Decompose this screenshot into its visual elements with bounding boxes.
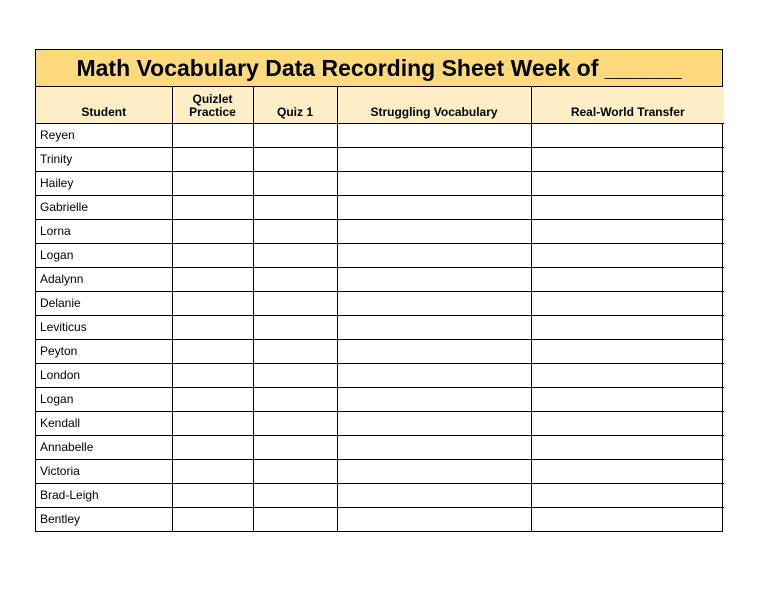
table-row: [36, 267, 724, 291]
table-row: [36, 483, 724, 507]
student-name-cell: Trinity: [36, 147, 172, 171]
quiz-1-cell[interactable]: [253, 171, 337, 195]
table-row: [36, 195, 724, 219]
table-row: [36, 459, 724, 483]
table-row: [36, 411, 724, 435]
real-world-transfer-cell[interactable]: [531, 267, 724, 291]
student-name-cell: Delanie: [36, 291, 172, 315]
table-row: [36, 291, 724, 315]
quiz-1-cell[interactable]: [253, 459, 337, 483]
quiz-1-cell[interactable]: [253, 339, 337, 363]
quizlet-practice-cell[interactable]: [172, 507, 253, 531]
real-world-transfer-cell[interactable]: [531, 243, 724, 267]
quiz-1-cell[interactable]: [253, 315, 337, 339]
quiz-1-cell[interactable]: [253, 291, 337, 315]
real-world-transfer-cell[interactable]: [531, 123, 724, 147]
quiz-1-cell[interactable]: [253, 267, 337, 291]
table-row: [36, 435, 724, 459]
struggling-vocabulary-cell[interactable]: [337, 147, 531, 171]
struggling-vocabulary-cell[interactable]: [337, 483, 531, 507]
real-world-transfer-cell[interactable]: [531, 459, 724, 483]
struggling-vocabulary-cell[interactable]: [337, 123, 531, 147]
struggling-vocabulary-cell[interactable]: [337, 339, 531, 363]
struggling-vocabulary-cell[interactable]: [337, 243, 531, 267]
quiz-1-cell[interactable]: [253, 387, 337, 411]
column-header-real-world-transfer: Real-World Transfer: [531, 87, 724, 123]
student-name-cell: Kendall: [36, 411, 172, 435]
student-name-cell: Annabelle: [36, 435, 172, 459]
data-table: [36, 87, 724, 531]
quizlet-practice-cell[interactable]: [172, 171, 253, 195]
student-name-cell: Lorna: [36, 219, 172, 243]
quizlet-line-2: Practice: [189, 104, 236, 119]
real-world-transfer-cell[interactable]: [531, 315, 724, 339]
student-name-cell: Logan: [36, 387, 172, 411]
struggling-vocabulary-cell[interactable]: [337, 219, 531, 243]
quizlet-practice-cell[interactable]: [172, 363, 253, 387]
real-world-transfer-cell[interactable]: [531, 483, 724, 507]
quizlet-practice-cell[interactable]: [172, 459, 253, 483]
quizlet-practice-cell[interactable]: [172, 339, 253, 363]
student-name-cell: Hailey: [36, 171, 172, 195]
real-world-transfer-cell[interactable]: [531, 219, 724, 243]
real-world-transfer-cell[interactable]: [531, 339, 724, 363]
student-name-cell: Logan: [36, 243, 172, 267]
quiz-1-cell[interactable]: [253, 483, 337, 507]
table-row: [36, 147, 724, 171]
student-name-cell: Adalynn: [36, 267, 172, 291]
table-row: [36, 315, 724, 339]
student-name-cell: Gabrielle: [36, 195, 172, 219]
struggling-vocabulary-cell[interactable]: [337, 171, 531, 195]
struggling-vocabulary-cell[interactable]: [337, 267, 531, 291]
quizlet-practice-cell[interactable]: [172, 147, 253, 171]
quizlet-line-1: Quizlet: [192, 91, 233, 106]
column-header-student: Student: [36, 87, 172, 123]
real-world-transfer-cell[interactable]: [531, 171, 724, 195]
table-row: [36, 219, 724, 243]
student-name-cell: Reyen: [40, 128, 75, 142]
real-world-transfer-cell[interactable]: [531, 507, 724, 531]
quizlet-practice-cell[interactable]: [172, 219, 253, 243]
quiz-1-cell[interactable]: [253, 243, 337, 267]
struggling-vocabulary-cell[interactable]: [337, 507, 531, 531]
column-header-struggling-vocabulary: Struggling Vocabulary: [337, 87, 531, 123]
sheet-title: Math Vocabulary Data Recording Sheet Week of ______: [36, 50, 722, 87]
quiz-1-cell[interactable]: [253, 435, 337, 459]
quiz-1-cell[interactable]: [253, 123, 337, 147]
header-row: [36, 87, 724, 123]
student-rows: [36, 123, 724, 531]
real-world-transfer-cell[interactable]: [531, 363, 724, 387]
real-world-transfer-cell[interactable]: [531, 411, 724, 435]
table-row: [36, 339, 724, 363]
quizlet-practice-cell[interactable]: [172, 291, 253, 315]
quizlet-practice-cell[interactable]: [172, 387, 253, 411]
table-row: [36, 507, 724, 531]
recording-sheet: [35, 49, 723, 532]
struggling-vocabulary-cell[interactable]: [337, 315, 531, 339]
table-row: [36, 363, 724, 387]
student-name-cell: Bentley: [36, 507, 172, 531]
quiz-1-cell[interactable]: [253, 219, 337, 243]
column-header-quizlet-practice: [172, 87, 253, 123]
quizlet-practice-cell[interactable]: [172, 195, 253, 219]
quizlet-practice-cell[interactable]: [172, 315, 253, 339]
real-world-transfer-cell[interactable]: [531, 195, 724, 219]
quizlet-practice-cell[interactable]: [172, 243, 253, 267]
real-world-transfer-cell[interactable]: [531, 435, 724, 459]
table-row: [36, 123, 724, 147]
student-name-cell: Peyton: [36, 339, 172, 363]
struggling-vocabulary-cell[interactable]: [337, 411, 531, 435]
quiz-1-cell[interactable]: [253, 147, 337, 171]
quizlet-practice-cell[interactable]: [172, 123, 253, 147]
quiz-1-cell[interactable]: [253, 507, 337, 531]
struggling-vocabulary-cell[interactable]: [337, 195, 531, 219]
student-name-cell: Victoria: [36, 459, 172, 483]
quizlet-practice-cell[interactable]: [172, 267, 253, 291]
table-row: [36, 243, 724, 267]
quiz-1-cell[interactable]: [253, 195, 337, 219]
quizlet-practice-cell[interactable]: [172, 435, 253, 459]
struggling-vocabulary-cell[interactable]: [337, 435, 531, 459]
table-row: [36, 171, 724, 195]
quiz-1-cell[interactable]: [253, 363, 337, 387]
struggling-vocabulary-cell[interactable]: [337, 387, 531, 411]
real-world-transfer-cell[interactable]: [531, 291, 724, 315]
struggling-vocabulary-cell[interactable]: [337, 459, 531, 483]
student-name-cell: Leviticus: [36, 315, 172, 339]
student-name-cell: London: [36, 363, 172, 387]
struggling-vocabulary-cell[interactable]: [337, 291, 531, 315]
real-world-transfer-cell[interactable]: [531, 147, 724, 171]
struggling-vocabulary-cell[interactable]: [337, 363, 531, 387]
table-row: [36, 387, 724, 411]
column-header-quiz-1: Quiz 1: [253, 87, 337, 123]
student-name-cell: Brad-Leigh: [36, 483, 172, 507]
real-world-transfer-cell[interactable]: [531, 387, 724, 411]
quiz-1-cell[interactable]: [253, 411, 337, 435]
quizlet-practice-cell[interactable]: [172, 411, 253, 435]
quizlet-practice-cell[interactable]: [172, 483, 253, 507]
